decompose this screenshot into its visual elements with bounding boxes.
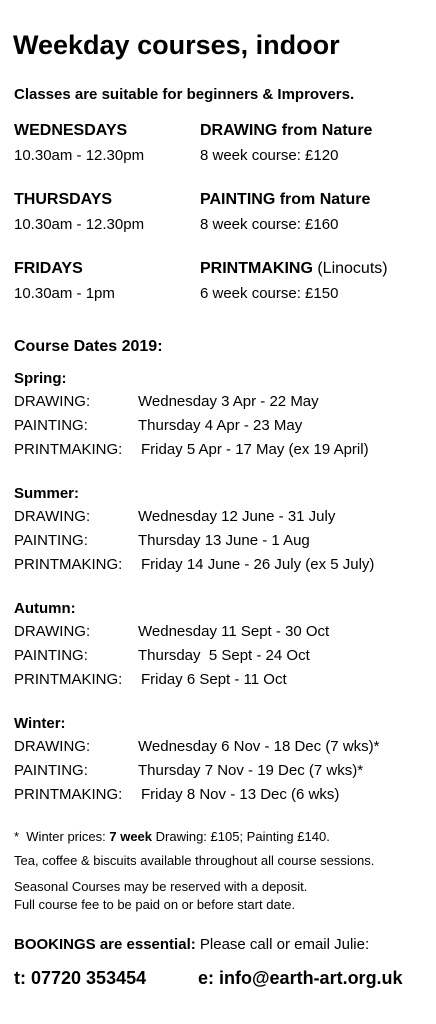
course-label: DRAWING:: [14, 393, 91, 410]
schedule-wednesday: [14, 122, 414, 172]
refreshments-note: Tea, coffee & biscuits available throughout all course sessions.: [14, 853, 375, 868]
season-title: Winter:: [14, 715, 66, 732]
course-title: PRINTMAKING: [200, 260, 313, 277]
season-row-drawing: [14, 505, 434, 529]
course-dates: Wednesday 3 Apr - 22 May: [138, 393, 319, 410]
day-time: 10.30am - 12.30pm: [14, 216, 145, 233]
season-row-printmaking: [14, 783, 434, 807]
course-label: PAINTING:: [14, 532, 88, 549]
day-name: FRIDAYS: [14, 260, 83, 277]
winter-prices-note: [14, 828, 330, 846]
email-address[interactable]: e: info@earth-art.org.uk: [198, 968, 403, 988]
bookings-line: [14, 936, 369, 953]
season-spring: [14, 368, 434, 462]
page-title: Weekday courses, indoor: [13, 30, 340, 60]
course-dates: Wednesday 11 Sept - 30 Oct: [138, 623, 330, 640]
season-title: Summer:: [14, 485, 80, 502]
course-label: PRINTMAKING:: [14, 786, 123, 803]
course-label: DRAWING:: [14, 623, 91, 640]
course-label: DRAWING:: [14, 738, 91, 755]
page-subtitle: Classes are suitable for beginners & Improvers.: [14, 86, 355, 103]
course-label: PAINTING:: [14, 647, 88, 664]
season-row-painting: [14, 414, 434, 438]
course-dates: Friday 8 Nov - 13 Dec (6 wks): [141, 786, 340, 803]
course-label: PRINTMAKING:: [14, 556, 123, 573]
season-summer: [14, 483, 434, 577]
day-time: 10.30am - 1pm: [14, 285, 115, 302]
course-dates: Friday 5 Apr - 17 May (ex 19 April): [141, 441, 369, 458]
course-label: PRINTMAKING:: [14, 441, 123, 458]
course-dates: Wednesday 6 Nov - 18 Dec (7 wks)*: [138, 738, 380, 755]
note-bold: 7 week: [109, 829, 153, 844]
course-label: DRAWING:: [14, 508, 91, 525]
course-dates: Thursday 7 Nov - 19 Dec (7 wks)*: [138, 762, 364, 779]
season-autumn: [14, 598, 434, 692]
day-name: WEDNESDAYS: [14, 122, 128, 139]
phone-number[interactable]: t: 07720 353454: [14, 968, 147, 988]
season-row-painting: [14, 759, 434, 783]
course-title: DRAWING from Nature: [200, 122, 373, 139]
course-extra: (Linocuts): [312, 260, 388, 277]
season-title: Spring:: [14, 370, 67, 387]
course-label: PAINTING:: [14, 417, 88, 434]
course-name: [200, 122, 372, 140]
season-row-painting: [14, 644, 434, 668]
day-name: THURSDAYS: [14, 191, 113, 208]
course-dates: Wednesday 12 June - 31 July: [138, 508, 336, 525]
season-row-painting: [14, 529, 434, 553]
season-row-drawing: [14, 735, 434, 759]
season-winter: [14, 713, 434, 807]
season-title: Autumn:: [14, 600, 76, 617]
season-row-drawing: [14, 390, 434, 414]
course-dates: Friday 6 Sept - 11 Oct: [141, 671, 287, 688]
course-price: 8 week course: £160: [200, 216, 339, 233]
course-dates: Friday 14 June - 26 July (ex 5 July): [141, 556, 375, 573]
course-name: [200, 260, 388, 278]
season-row-printmaking: [14, 668, 434, 692]
course-name: [200, 191, 370, 209]
course-dates: Thursday 4 Apr - 23 May: [138, 417, 303, 434]
season-row-printmaking: [14, 438, 434, 462]
note-rest: Drawing: £105; Painting £140.: [152, 829, 330, 844]
course-label: PRINTMAKING:: [14, 671, 123, 688]
course-dates: Thursday 5 Sept - 24 Oct: [138, 647, 310, 664]
note-prefix: * Winter prices:: [14, 829, 110, 844]
course-price: 6 week course: £150: [200, 285, 339, 302]
season-row-drawing: [14, 620, 434, 644]
course-dates-heading: Course Dates 2019:: [14, 338, 163, 355]
schedule-friday: [14, 260, 414, 310]
deposit-note: Seasonal Courses may be reserved with a deposit.: [14, 879, 308, 894]
course-label: PAINTING:: [14, 762, 88, 779]
day-time: 10.30am - 12.30pm: [14, 147, 145, 164]
schedule-thursday: [14, 191, 414, 241]
full-fee-note: Full course fee to be paid on or before start date.: [14, 897, 296, 912]
course-dates: Thursday 13 June - 1 Aug: [138, 532, 310, 549]
bookings-bold: BOOKINGS are essential:: [14, 936, 196, 953]
course-price: 8 week course: £120: [200, 147, 339, 164]
season-row-printmaking: [14, 553, 434, 577]
course-title: PAINTING from Nature: [200, 191, 371, 208]
bookings-rest: Please call or email Julie:: [195, 936, 370, 953]
